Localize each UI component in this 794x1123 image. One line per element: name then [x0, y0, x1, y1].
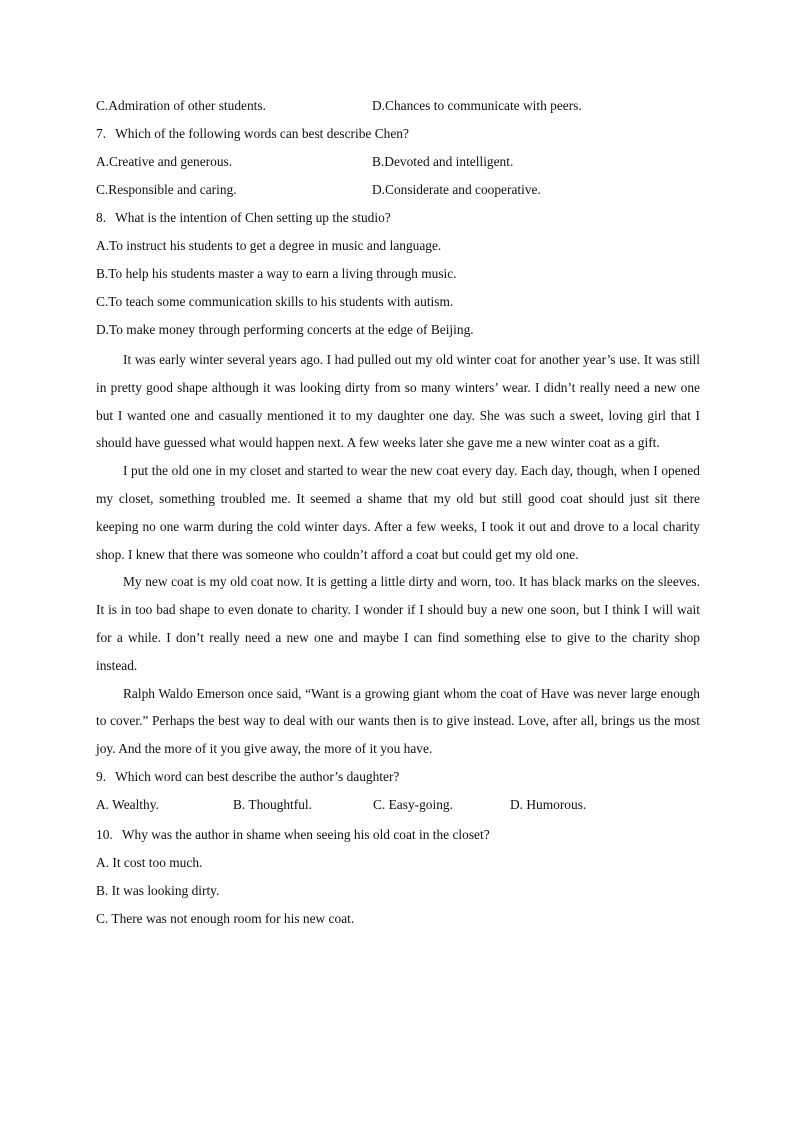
q10-number: 10. — [96, 826, 113, 842]
q10-option-b: B. It was looking dirty. — [96, 882, 220, 898]
q10-stem — [96, 823, 700, 851]
q8-stem — [96, 206, 700, 234]
q7-options-row-1 — [96, 150, 700, 178]
q10-text: Why was the author in shame when seeing his old coat in the closet? — [121, 826, 490, 842]
q7-option-a: A.Creative and generous. — [96, 154, 233, 169]
q8-number: 8. — [96, 210, 107, 225]
q8-option-c: C.To teach some communication skills to his students with autism. — [96, 294, 454, 309]
q7-option-c: C.Responsible and caring. — [96, 182, 237, 197]
q9-options-row — [96, 793, 700, 823]
passage-paragraph-2: I put the old one in my closet and started to wear the new coat every day. Each day, though, when I opened my closet, something troubled me. It seemed a shame that my old but still good coat should just sit there keeping no one warm during the cold winter days. After a few weeks, I took it out and drove to a local charity shop. I knew that there was someone who couldn’t afford a coat but could get my old one. — [96, 463, 700, 562]
passage-paragraph-4: Ralph Waldo Emerson once said, “Want is a growing giant whom the coat of Have was never large enough to cover.” Perhaps the best way to deal with our wants then is to give instead. Love, after all, brings us the most joy. And the more of it you give away, the more of it you have. — [96, 685, 700, 757]
q6-option-d: D.Chances to communicate with peers. — [372, 98, 582, 113]
q7-text: Which of the following words can best describe Chen? — [115, 126, 409, 141]
q9-option-a: A. Wealthy. — [96, 796, 159, 812]
passage-paragraph-1: It was early winter several years ago. I had pulled out my old winter coat for another year’s use. It was still in pretty good shape although it was looking dirty from so many winters’ wear. I didn’t really need a new one but I wanted one and casually mentioned it to my daughter one day. She was such a sweet, loving girl that I should have guessed what would happen next. A few weeks later she gave me a new winter coat as a gift. — [96, 352, 700, 451]
q9-option-b: B. Thoughtful. — [233, 796, 312, 812]
q9-text: Which word can best describe the author’s daughter? — [115, 768, 400, 784]
q6-option-c: C.Admiration of other students. — [96, 98, 266, 113]
q10-option-a: A. It cost too much. — [96, 854, 203, 870]
q8-option-d: D.To make money through performing concerts at the edge of Beijing. — [96, 322, 474, 337]
exam-page — [96, 94, 700, 935]
q7-options-row-2 — [96, 178, 700, 206]
q6-options-row — [96, 94, 700, 122]
q9-number: 9. — [96, 768, 107, 784]
q7-number: 7. — [96, 126, 107, 141]
passage-paragraph-3: My new coat is my old coat now. It is getting a little dirty and worn, too. It has black marks on the sleeves. It is in too bad shape to even donate to charity. I wonder if I should buy a new one soon, but I think I will wait for a while. I don’t really need a new one and maybe I can find something else to give to the charity shop instead. — [96, 574, 700, 673]
q7-option-b: B.Devoted and intelligent. — [372, 154, 514, 169]
q8-text: What is the intention of Chen setting up the studio? — [115, 210, 391, 225]
q8-option-a: A.To instruct his students to get a degree in music and language. — [96, 238, 442, 253]
q8-option-b: B.To help his students master a way to earn a living through music. — [96, 266, 457, 281]
q9-option-d: D. Humorous. — [510, 796, 587, 812]
q9-stem — [96, 765, 700, 793]
q7-option-d: D.Considerate and cooperative. — [372, 182, 541, 197]
q10-option-c: C. There was not enough room for his new coat. — [96, 910, 355, 926]
q7-stem — [96, 122, 700, 150]
q9-option-c: C. Easy-going. — [373, 796, 453, 812]
